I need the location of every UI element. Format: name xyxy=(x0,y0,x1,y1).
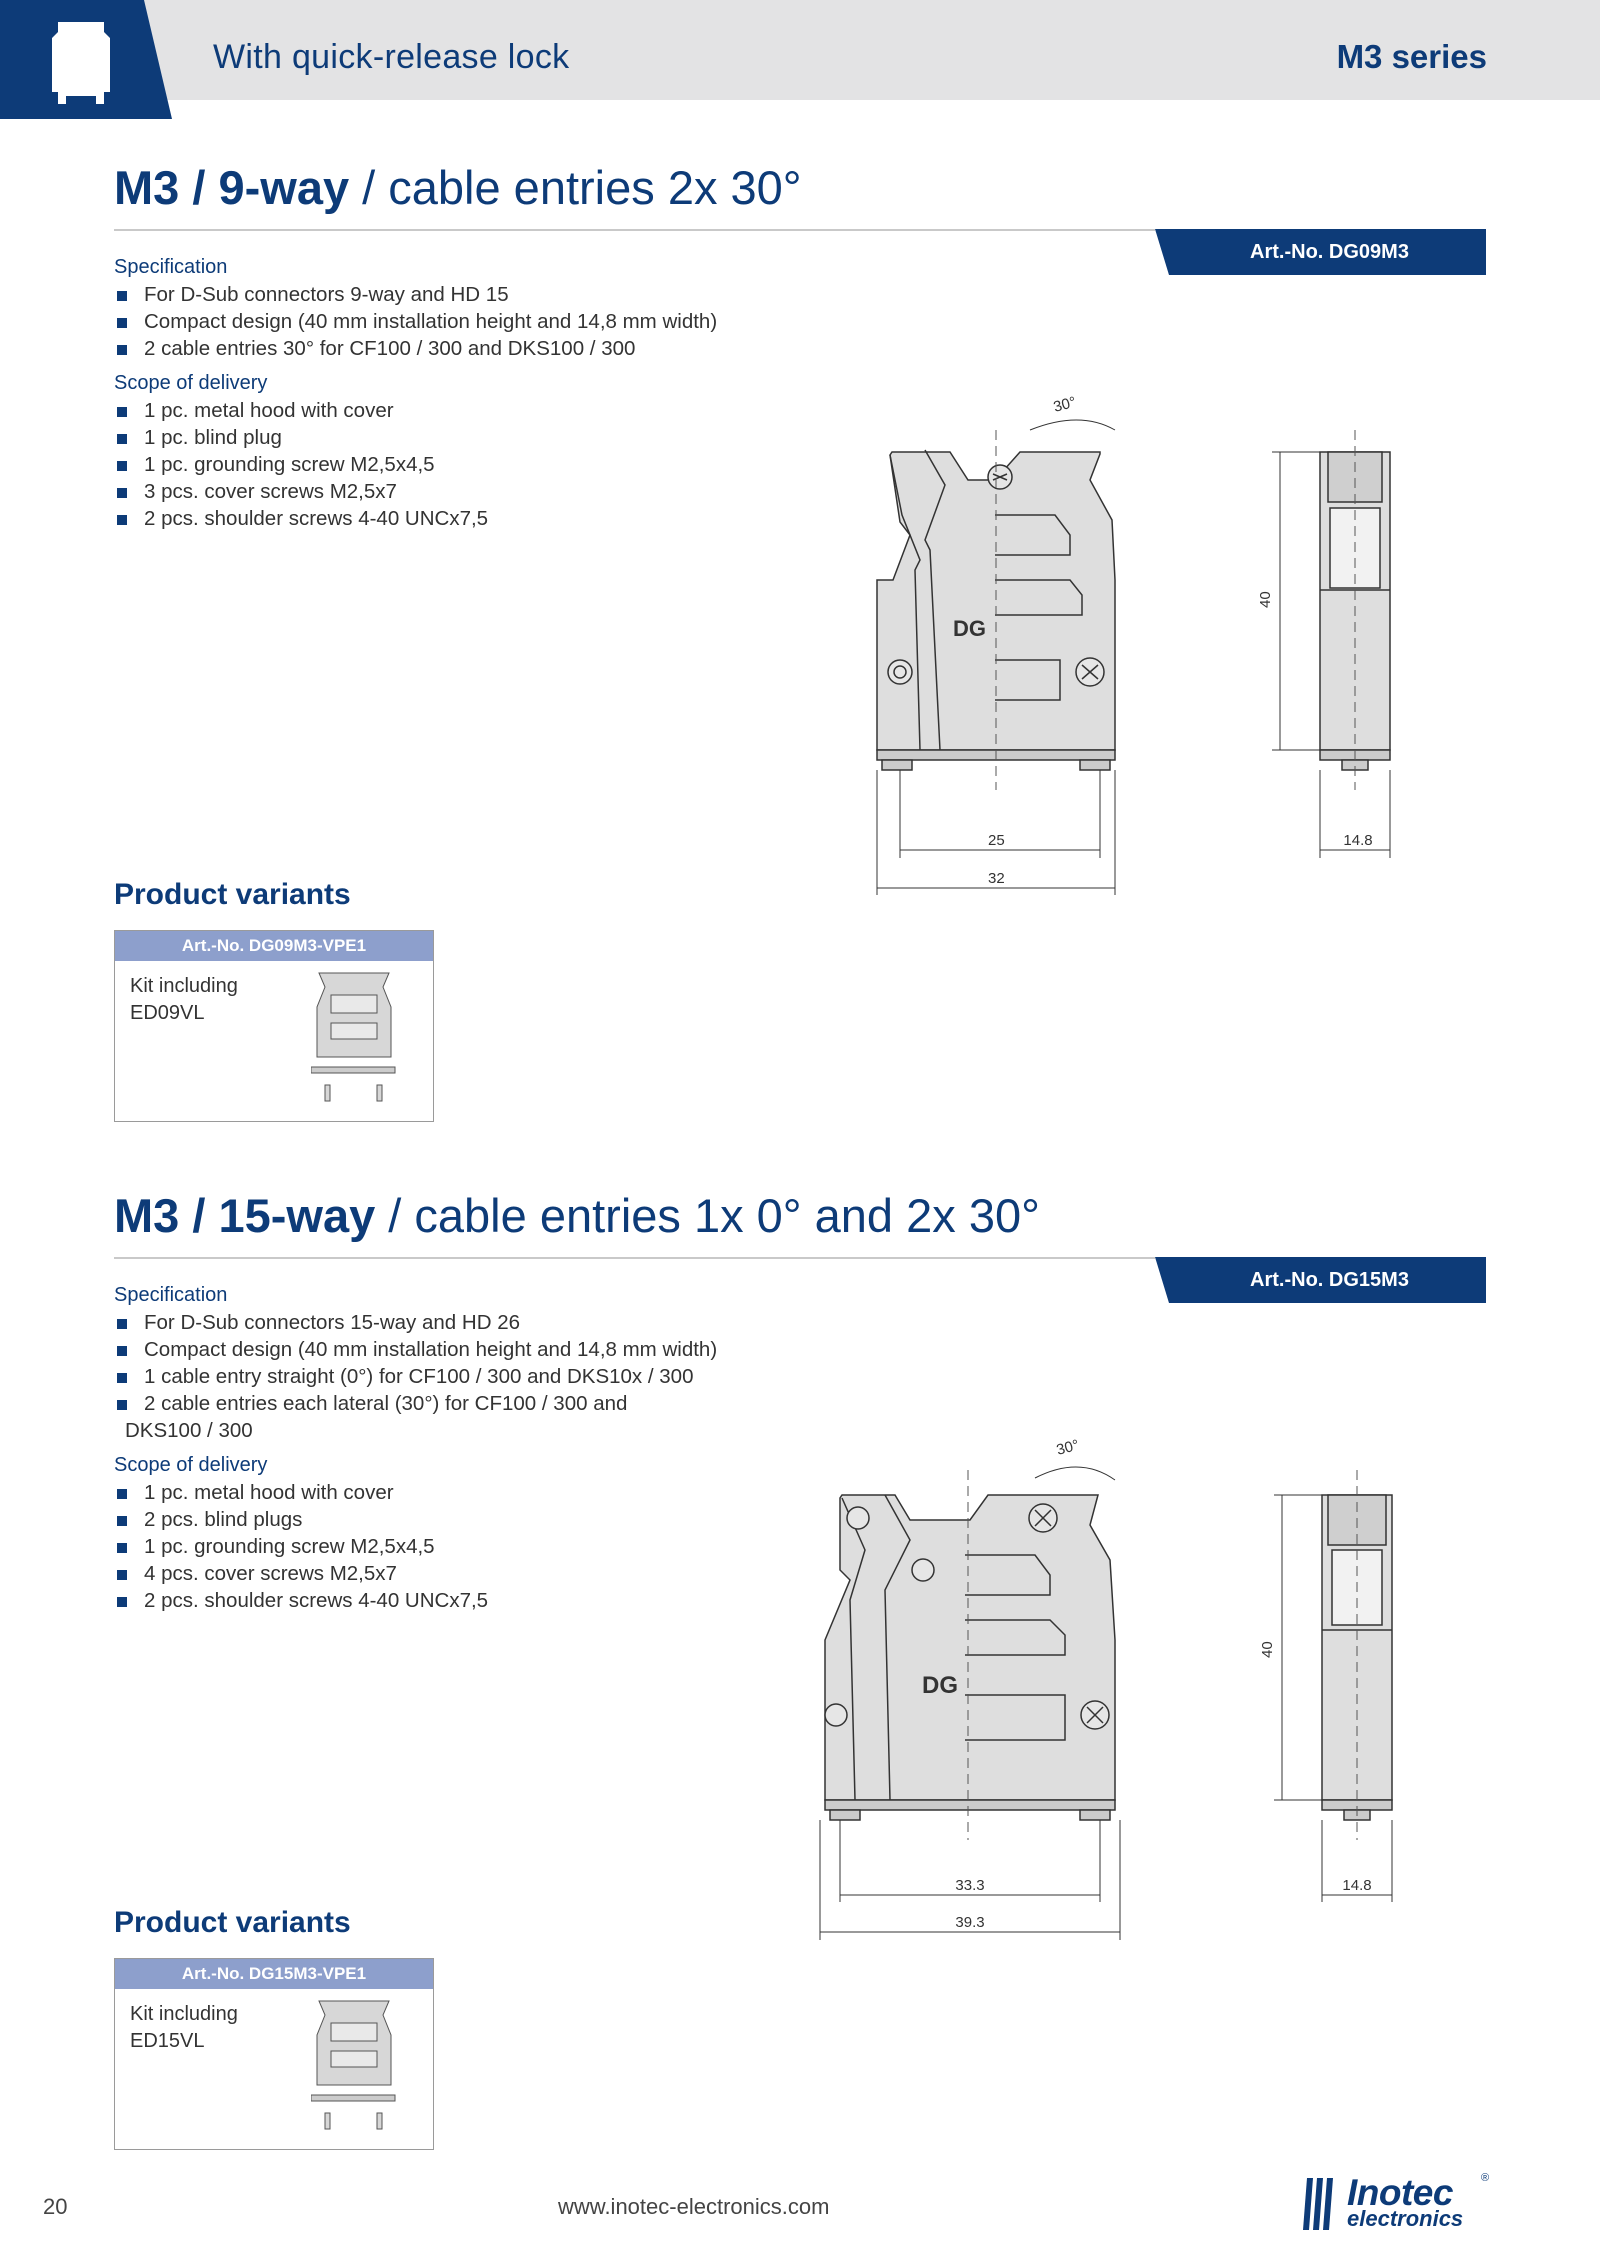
section1-title-bold: M3 / 9-way xyxy=(114,161,350,214)
list-item: 1 pc. blind plug xyxy=(114,424,488,451)
list-item: 2 pcs. blind plugs xyxy=(114,1506,488,1533)
logo-stripes-icon xyxy=(1303,2176,1343,2232)
list-item: 1 pc. metal hood with cover xyxy=(114,397,488,424)
section2-spec-label: Specification xyxy=(114,1284,228,1306)
list-item: DKS100 / 300 xyxy=(125,1419,253,1442)
bullet-square-icon xyxy=(117,1516,127,1526)
drawing1-label: DG xyxy=(953,616,986,641)
header-series: M3 series xyxy=(1336,38,1487,75)
section1-title xyxy=(114,160,802,215)
footer-url[interactable]: www.inotec-electronics.com xyxy=(558,2194,830,2219)
section1-spec-list xyxy=(114,281,717,362)
drawing2-outer-width: 39.3 xyxy=(955,1914,985,1931)
section2-scope-label: Scope of delivery xyxy=(114,1454,268,1476)
logo-sub: electronics xyxy=(1347,2206,1464,2231)
section1-variant-art-no: Art.-No. DG09M3-VPE1 xyxy=(115,931,433,961)
list-item: For D-Sub connectors 9-way and HD 15 xyxy=(114,281,717,308)
drawing1-inner-width: 25 xyxy=(988,832,1005,849)
hood-tab-icon xyxy=(0,0,172,119)
drawing2-inner-width: 33.3 xyxy=(955,1877,985,1894)
bullet-square-icon xyxy=(117,434,127,444)
list-item: 2 cable entries each lateral (30°) for CF100 / 300 and xyxy=(114,1390,717,1417)
list-item: Compact design (40 mm installation height and 14,8 mm width) xyxy=(114,1336,717,1363)
section2-title xyxy=(114,1188,1040,1243)
bullet-square-icon xyxy=(117,407,127,417)
section2-title-light: / cable entries 1x 0° and 2x 30° xyxy=(375,1189,1040,1242)
section2-title-bold: M3 / 15-way xyxy=(114,1189,376,1242)
drawing2-depth: 14.8 xyxy=(1342,1877,1372,1894)
bullet-square-icon xyxy=(117,1373,127,1383)
section1-variant-text: Kit including ED09VL xyxy=(130,975,238,1024)
drawing1-depth: 14.8 xyxy=(1343,832,1373,849)
list-item: 2 pcs. shoulder screws 4-40 UNCx7,5 xyxy=(114,505,488,532)
list-item: 1 cable entry straight (0°) for CF100 / 300 and DKS10x / 300 xyxy=(114,1363,717,1390)
drawing1-height: 40 xyxy=(1257,591,1274,608)
section1-technical-drawing xyxy=(860,390,1460,910)
list-item: For D-Sub connectors 15-way and HD 26 xyxy=(114,1309,717,1336)
section1-variants-title: Product variants xyxy=(114,878,351,911)
bullet-square-icon xyxy=(117,345,127,355)
drawing2-height: 40 xyxy=(1259,1641,1276,1658)
section1-scope-list xyxy=(114,397,488,532)
bullet-square-icon xyxy=(117,1346,127,1356)
section1-art-badge: Art.-No. DG09M3 xyxy=(1155,229,1486,275)
bullet-square-icon xyxy=(117,488,127,498)
section2-variant-art-no: Art.-No. DG15M3-VPE1 xyxy=(115,1959,433,1989)
section2-technical-drawing xyxy=(810,1430,1460,1950)
drawing1-outer-width: 32 xyxy=(988,870,1005,887)
inotec-logo xyxy=(1303,2172,1493,2234)
section2-scope-list xyxy=(114,1479,488,1614)
section2-variants-title: Product variants xyxy=(114,1906,351,1939)
list-item: 2 cable entries 30° for CF100 / 300 and DKS100 / 300 xyxy=(114,335,717,362)
section1-scope-label: Scope of delivery xyxy=(114,372,268,394)
list-item: 1 pc. metal hood with cover xyxy=(114,1479,488,1506)
list-item: 2 pcs. shoulder screws 4-40 UNCx7,5 xyxy=(114,1587,488,1614)
logo-registered: ® xyxy=(1481,2172,1490,2184)
bullet-square-icon xyxy=(117,1489,127,1499)
section2-spec-list xyxy=(114,1309,717,1444)
bullet-square-icon xyxy=(117,1400,127,1410)
kit-hood-icon xyxy=(311,1995,397,2135)
bullet-square-icon xyxy=(117,461,127,471)
list-item: 1 pc. grounding screw M2,5x4,5 xyxy=(114,451,488,478)
bullet-square-icon xyxy=(117,1543,127,1553)
page-number: 20 xyxy=(43,2194,68,2219)
bullet-square-icon xyxy=(117,291,127,301)
section2-variant-box xyxy=(114,1958,434,2150)
header-title: With quick-release lock xyxy=(213,38,570,76)
kit-hood-icon xyxy=(311,967,397,1107)
drawing1-angle: 30° xyxy=(1051,393,1078,416)
bullet-square-icon xyxy=(117,1570,127,1580)
bullet-square-icon xyxy=(117,515,127,525)
list-item: 3 pcs. cover screws M2,5x7 xyxy=(114,478,488,505)
section2-variant-text: Kit including ED15VL xyxy=(130,2003,238,2052)
bullet-square-icon xyxy=(117,1597,127,1607)
list-item: Compact design (40 mm installation height and 14,8 mm width) xyxy=(114,308,717,335)
section1-title-light: / cable entries 2x 30° xyxy=(349,161,802,214)
section1-variant-box xyxy=(114,930,434,1122)
list-item: 1 pc. grounding screw M2,5x4,5 xyxy=(114,1533,488,1560)
logo-name: Inotec xyxy=(1347,2172,1453,2213)
list-item: 4 pcs. cover screws M2,5x7 xyxy=(114,1560,488,1587)
bullet-square-icon xyxy=(117,1319,127,1329)
drawing2-label: DG xyxy=(922,1672,958,1699)
section2-art-badge: Art.-No. DG15M3 xyxy=(1155,1257,1486,1303)
bullet-square-icon xyxy=(117,318,127,328)
section1-spec-label: Specification xyxy=(114,256,228,278)
drawing2-angle: 30° xyxy=(1054,1436,1081,1459)
